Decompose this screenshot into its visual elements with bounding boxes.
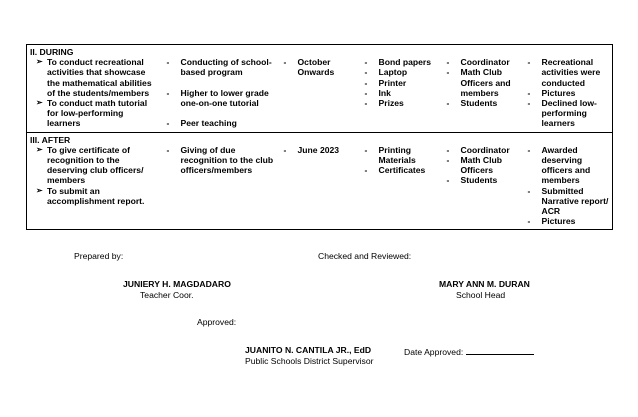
outcome-item: - Recreational activities were conducted [527,57,601,88]
date-approved-label: Date Approved: [404,347,464,357]
timeline-item: - June 2023 [283,144,340,155]
section-content-row [27,145,613,230]
timeline-cell [278,57,359,132]
arrow-bullet-icon: ➢ [36,98,43,108]
timeline-cell [278,145,359,230]
persons-cell [441,57,522,132]
outcome-item: - Declined low-performing learners [527,98,597,129]
approver-name: JUANITO N. CANTILA JR., EdD [245,345,372,355]
resources-cell [359,145,441,230]
activity-item: - Higher to lower grade one-on-one tutorial [166,87,269,108]
prepared-by-label: Prepared by: [74,251,124,261]
outcome-item: - Pictures [527,87,576,98]
arrow-bullet-icon: ➢ [36,144,43,154]
person-item: - Coordinator [446,144,510,155]
objective-item: ➢ To conduct math tutorial for low-performing learners [36,98,148,129]
checked-reviewed-label: Checked and Reviewed: [318,251,412,261]
activity-item: - Conducting of school-based program [166,57,272,78]
activities-cell [161,145,278,230]
outcome-item: - Awarded deserving officers and members [527,144,591,186]
preparer-name: JUNIERY H. MAGDADARO [123,279,231,289]
reviewer-name: MARY ANN M. DURAN [439,279,530,289]
persons-cell [441,145,522,230]
section-label: II. DURING [27,45,613,58]
resource-item: - Certificates [364,165,426,176]
section-header-row [27,132,613,145]
person-item: - Students [446,98,498,109]
resource-item: - Printer [364,77,407,88]
outcome-item: - Pictures [527,216,576,227]
section-content-row [27,57,613,132]
objectives-cell [27,145,161,230]
resources-cell [359,57,441,132]
person-item: - Math Club Officers [446,155,503,176]
date-approved-blank [466,345,534,355]
resource-item: - Bond papers [364,57,432,68]
date-approved-field [404,345,534,358]
objective-item: ➢ To submit an accomplishment report. [36,185,145,206]
timeline-item: - October Onwards [283,57,335,78]
objective-item: ➢ To give certificate of recognition to the deserving club officers/ members [36,144,144,186]
person-item: - Math Club Officers and members [446,67,511,98]
outcomes-cell [522,145,613,230]
activities-cell [161,57,278,132]
resource-item: - Printing Materials [364,144,416,166]
activity-item: - Giving of due recognition to the club officers/members [166,144,274,176]
objectives-cell [27,57,161,132]
outcome-item: - Submitted Narrative report/ ACR [527,185,609,217]
arrow-bullet-icon: ➢ [36,57,43,67]
reviewer-title: School Head [456,290,506,300]
resource-item: - Laptop [364,67,408,78]
resource-item: - Prizes [364,98,404,109]
section-header-row [27,45,613,58]
action-plan-table [26,44,613,230]
outcomes-cell [522,57,613,132]
person-item: - Students [446,175,498,186]
activity-item: - Peer teaching [166,118,237,129]
arrow-bullet-icon: ➢ [36,185,43,195]
objective-item: ➢ To conduct recreational activities that showcase the mathematical abilities of the students/members [36,57,152,98]
resource-item: - Ink [364,87,391,98]
person-item: - Coordinator [446,57,510,68]
section-label: III. AFTER [27,132,613,145]
preparer-title: Teacher Coor. [140,290,194,300]
approver-title: Public Schools District Supervisor [245,356,374,366]
approved-label: Approved: [197,317,237,327]
